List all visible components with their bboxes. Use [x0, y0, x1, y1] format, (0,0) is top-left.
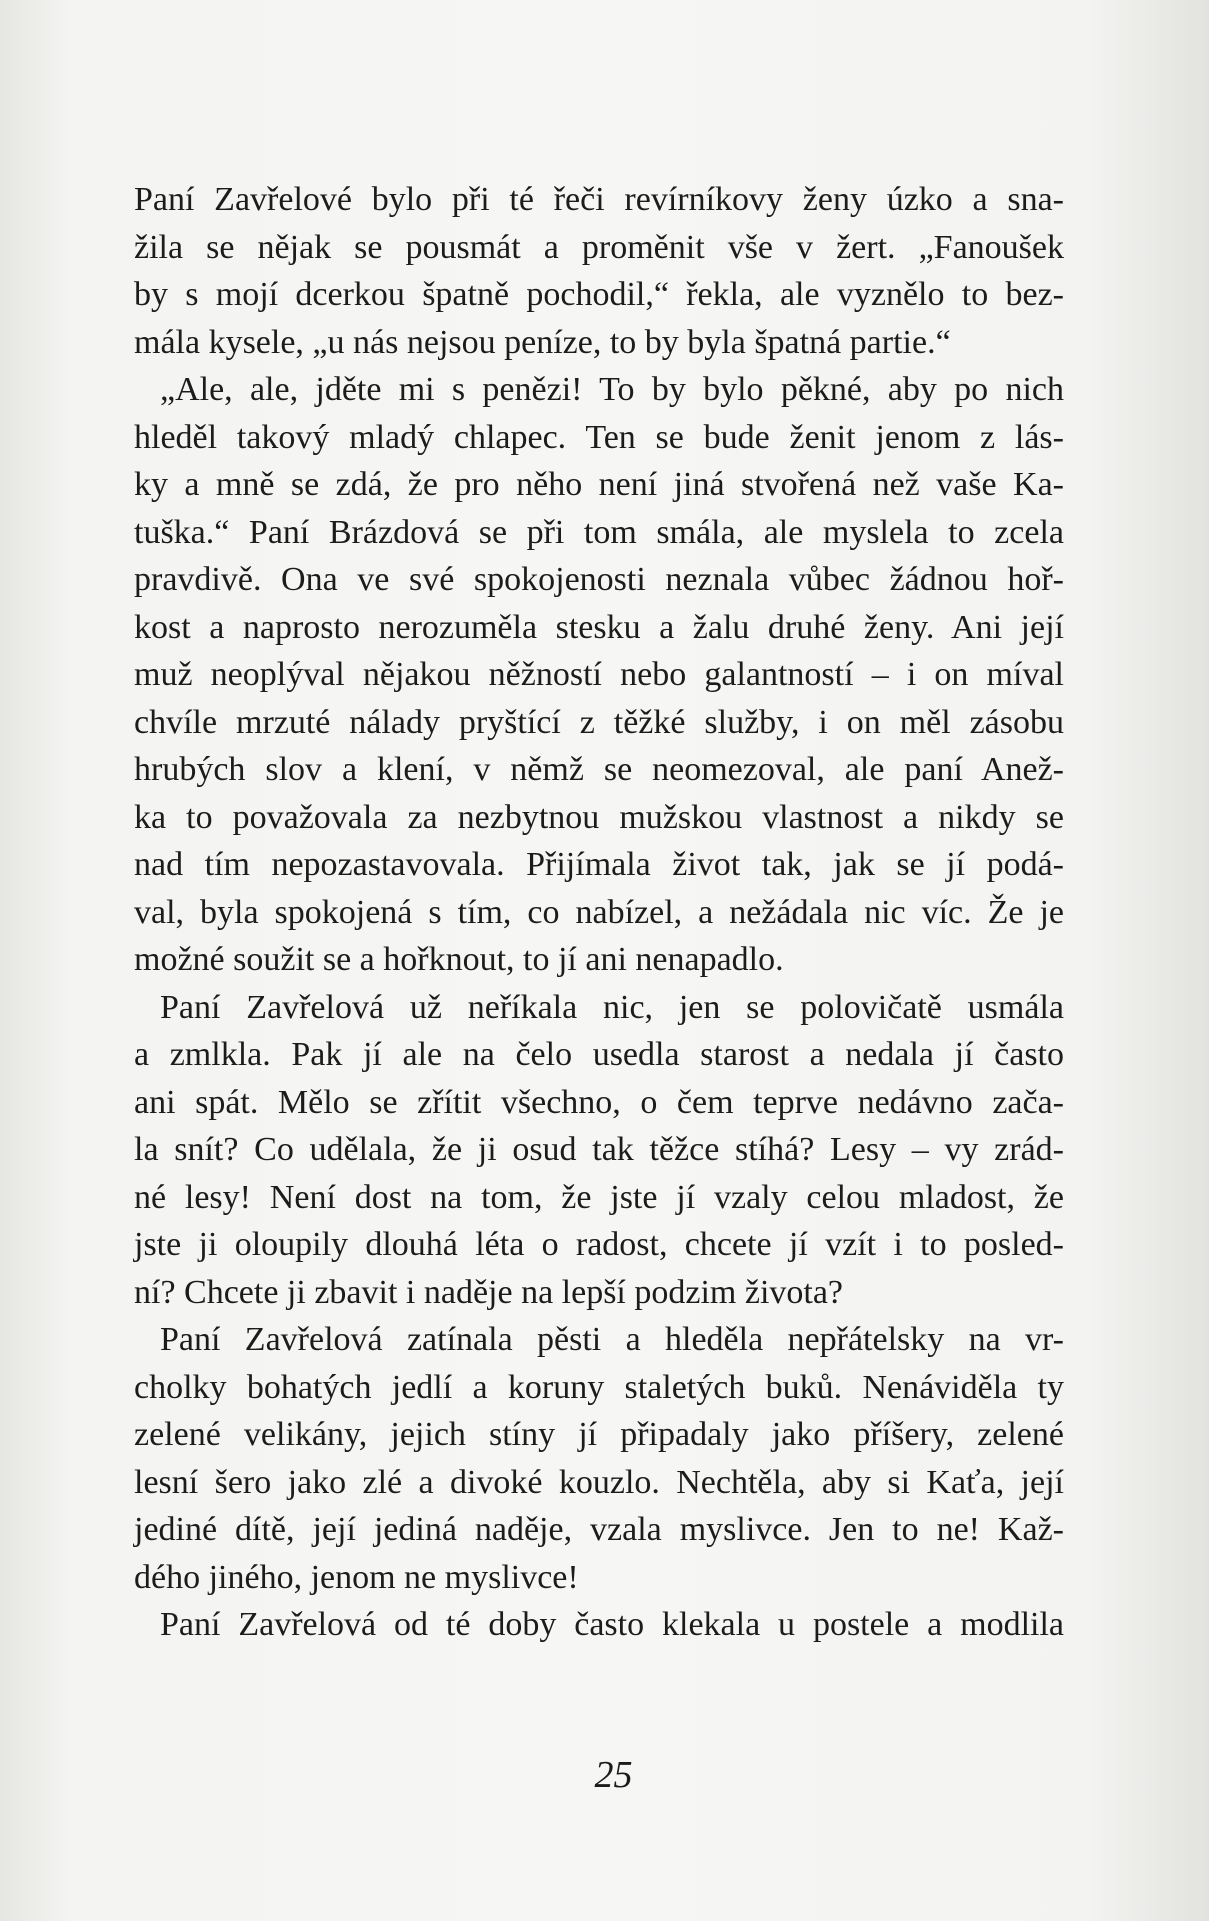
text-line: žila se nějak se pousmát a proměnit vše v žert. „Fanoušek [134, 228, 1064, 266]
text-line: lesní šero jako zlé a divoké kouzlo. Nechtěla, aby si Kaťa, její [134, 1463, 1064, 1501]
text-line: Paní Zavřelové bylo při té řeči revírníkovy ženy úzko a sna- [134, 181, 1064, 218]
text-line: ani spát. Mělo se zřítit všechno, o čem teprve nedávno zača- [134, 1083, 1064, 1121]
paragraph-start-line: Paní Zavřelová od té doby často klekala u postele a modlila [160, 1606, 1064, 1643]
text-line: val, byla spokojená s tím, co nabízel, a nežádala nic víc. Že je [134, 893, 1064, 931]
text-line: pravdivě. Ona ve své spokojenosti neznala vůbec žádnou hoř- [134, 561, 1064, 598]
text-line: nad tím nepozastavovala. Přijímala život tak, jak se jí podá- [134, 846, 1064, 883]
text-line: kost a naprosto nerozuměla stesku a žalu druhé ženy. Ani její [134, 608, 1064, 646]
text-line: jste ji oloupily dlouhá léta o radost, chcete jí vzít i to posled- [134, 1226, 1064, 1263]
text-line: ní? Chcete ji zbavit i naděje na lepší podzim života? [134, 1273, 844, 1311]
paragraph-start-line: „Ale, ale, jděte mi s penězi! To by bylo pěkné, aby po nich [160, 371, 1064, 408]
text-line: by s mojí dcerkou špatně pochodil,“ řekla, ale vyznělo to bez- [134, 276, 1064, 313]
paragraph-start-line: Paní Zavřelová zatínala pěsti a hleděla nepřátelsky na vr- [160, 1321, 1064, 1358]
text-line: mála kysele, „u nás nejsou peníze, to by byla špatná partie.“ [134, 323, 951, 361]
text-line: možné soužit se a hořknout, to jí ani nenapadlo. [134, 941, 784, 978]
text-line: ky a mně se zdá, že pro něho není jiná stvořená než vaše Ka- [134, 466, 1064, 503]
text-line: hleděl takový mladý chlapec. Ten se bude ženit jenom z lás- [134, 418, 1064, 456]
text-line: chvíle mrzuté nálady pryštící z těžké služby, i on měl zásobu [134, 703, 1064, 741]
text-line: muž neoplýval nějakou něžností nebo galantností – i on míval [134, 656, 1064, 693]
text-line: hrubých slov a klení, v němž se neomezoval, ale paní Anež- [134, 751, 1064, 788]
body-text [134, 176, 1064, 1649]
text-line: la snít? Co udělala, že ji osud tak těžce stíhá? Lesy – vy zrád- [134, 1131, 1064, 1168]
text-line: ka to považovala za nezbytnou mužskou vlastnost a nikdy se [134, 798, 1064, 836]
text-line: jediné dítě, její jediná naděje, vzala myslivce. Jen to ne! Kaž- [134, 1511, 1064, 1548]
text-line: tuška.“ Paní Brázdová se při tom smála, ale myslela to zcela [134, 513, 1064, 551]
page-number: 25 [594, 1754, 633, 1796]
text-line: zelené velikány, jejich stíny jí připadaly jako příšery, zelené [134, 1416, 1064, 1453]
text-line: dého jiného, jenom ne myslivce! [134, 1558, 579, 1596]
paragraph-start-line: Paní Zavřelová už neříkala nic, jen se polovičatě usmála [160, 988, 1064, 1026]
text-line: a zmlkla. Pak jí ale na čelo usedla starost a nedala jí často [134, 1036, 1064, 1073]
text-line: né lesy! Není dost na tom, že jste jí vzaly celou mladost, že [134, 1178, 1064, 1216]
text-line: cholky bohatých jedlí a koruny staletých buků. Nenáviděla ty [134, 1368, 1064, 1406]
